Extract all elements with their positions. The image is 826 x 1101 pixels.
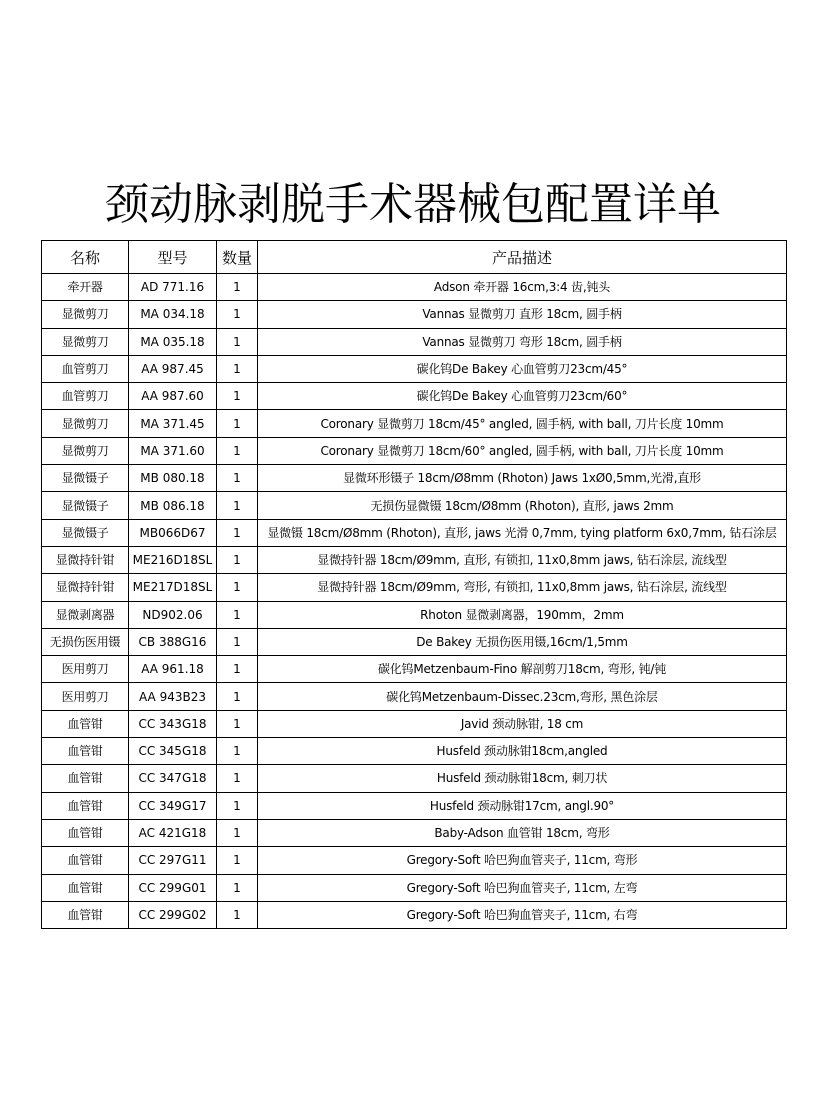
table-row [42, 465, 787, 492]
cell-name: 血管剪刀 [42, 355, 129, 382]
header-description: 产品描述 [258, 241, 787, 274]
cell-name: 血管钳 [42, 847, 129, 874]
header-model: 型号 [129, 241, 217, 274]
cell-qty: 1 [217, 847, 258, 874]
cell-qty: 1 [217, 683, 258, 710]
cell-model: CC 299G01 [129, 874, 217, 901]
cell-name: 显微剪刀 [42, 328, 129, 355]
cell-description: Husfeld 颈动脉钳18cm, 刺刀状 [258, 765, 787, 792]
cell-qty: 1 [217, 765, 258, 792]
table-row [42, 847, 787, 874]
cell-qty: 1 [217, 874, 258, 901]
header-row [42, 241, 787, 274]
cell-qty: 1 [217, 437, 258, 464]
cell-qty: 1 [217, 328, 258, 355]
cell-model: AC 421G18 [129, 819, 217, 846]
cell-name: 无损伤医用镊 [42, 628, 129, 655]
cell-model: AA 987.45 [129, 355, 217, 382]
cell-name: 血管钳 [42, 765, 129, 792]
cell-description: Adson 牵开器 16cm,3:4 齿,钝头 [258, 274, 787, 301]
cell-description: Vannas 显微剪刀 直形 18cm, 圆手柄 [258, 301, 787, 328]
cell-model: MB 086.18 [129, 492, 217, 519]
cell-description: Gregory-Soft 哈巴狗血管夹子, 11cm, 右弯 [258, 901, 787, 928]
cell-model: CC 343G18 [129, 710, 217, 737]
table-row [42, 383, 787, 410]
cell-description: 显微环形镊子 18cm/Ø8mm (Rhoton) Jaws 1xØ0,5mm,光滑,直形 [258, 465, 787, 492]
cell-qty: 1 [217, 738, 258, 765]
cell-name: 显微剪刀 [42, 437, 129, 464]
table-row [42, 656, 787, 683]
table-row [42, 710, 787, 737]
table-row [42, 601, 787, 628]
cell-name: 显微镊子 [42, 492, 129, 519]
cell-model: ME217D18SL [129, 574, 217, 601]
cell-description: 碳化钨Metzenbaum-Fino 解剖剪刀18cm, 弯形, 钝/钝 [258, 656, 787, 683]
cell-description: 显微持针器 18cm/Ø9mm, 直形, 有锁扣, 11x0,8mm jaws, 钻石涂层, 流线型 [258, 546, 787, 573]
cell-description: Coronary 显微剪刀 18cm/45° angled, 圆手柄, with ball, 刀片长度 10mm [258, 410, 787, 437]
cell-name: 显微持针钳 [42, 546, 129, 573]
cell-description: 碳化钨De Bakey 心血管剪刀23cm/45° [258, 355, 787, 382]
cell-model: ME216D18SL [129, 546, 217, 573]
instrument-config-table [41, 240, 787, 929]
cell-qty: 1 [217, 546, 258, 573]
cell-description: 显微持针器 18cm/Ø9mm, 弯形, 有锁扣, 11x0,8mm jaws, 钻石涂层, 流线型 [258, 574, 787, 601]
cell-name: 显微剪刀 [42, 410, 129, 437]
table-row [42, 683, 787, 710]
table-row [42, 792, 787, 819]
cell-model: MB 080.18 [129, 465, 217, 492]
table-row [42, 492, 787, 519]
table-row [42, 355, 787, 382]
cell-description: Husfeld 颈动脉钳17cm, angl.90° [258, 792, 787, 819]
cell-model: CB 388G16 [129, 628, 217, 655]
table-body [42, 274, 787, 929]
cell-model: CC 299G02 [129, 901, 217, 928]
table-row [42, 328, 787, 355]
cell-model: MA 371.45 [129, 410, 217, 437]
cell-description: 碳化钨Metzenbaum-Dissec.23cm,弯形, 黑色涂层 [258, 683, 787, 710]
cell-model: CC 349G17 [129, 792, 217, 819]
table-row [42, 901, 787, 928]
cell-model: AA 987.60 [129, 383, 217, 410]
cell-qty: 1 [217, 492, 258, 519]
cell-qty: 1 [217, 710, 258, 737]
cell-name: 显微镊子 [42, 465, 129, 492]
cell-qty: 1 [217, 656, 258, 683]
cell-description: Baby-Adson 血管钳 18cm, 弯形 [258, 819, 787, 846]
cell-name: 血管钳 [42, 710, 129, 737]
table-row [42, 301, 787, 328]
cell-name: 血管钳 [42, 819, 129, 846]
cell-description: Gregory-Soft 哈巴狗血管夹子, 11cm, 左弯 [258, 874, 787, 901]
cell-name: 血管钳 [42, 901, 129, 928]
cell-name: 医用剪刀 [42, 683, 129, 710]
cell-model: MB066D67 [129, 519, 217, 546]
table-row [42, 274, 787, 301]
cell-model: ND902.06 [129, 601, 217, 628]
cell-qty: 1 [217, 355, 258, 382]
cell-qty: 1 [217, 301, 258, 328]
table-row [42, 574, 787, 601]
table-row [42, 437, 787, 464]
cell-name: 显微持针钳 [42, 574, 129, 601]
table-row [42, 738, 787, 765]
cell-model: MA 035.18 [129, 328, 217, 355]
table-row [42, 874, 787, 901]
cell-name: 血管钳 [42, 792, 129, 819]
table-row [42, 765, 787, 792]
cell-qty: 1 [217, 410, 258, 437]
cell-name: 血管剪刀 [42, 383, 129, 410]
cell-model: AA 943B23 [129, 683, 217, 710]
cell-qty: 1 [217, 628, 258, 655]
page-title: 颈动脉剥脱手术器械包配置详单 [105, 179, 721, 231]
cell-model: CC 297G11 [129, 847, 217, 874]
cell-name: 医用剪刀 [42, 656, 129, 683]
cell-model: AD 771.16 [129, 274, 217, 301]
cell-qty: 1 [217, 792, 258, 819]
table-row [42, 546, 787, 573]
table-row [42, 410, 787, 437]
cell-qty: 1 [217, 519, 258, 546]
cell-description: Javid 颈动脉钳, 18 cm [258, 710, 787, 737]
cell-model: MA 371.60 [129, 437, 217, 464]
cell-qty: 1 [217, 274, 258, 301]
cell-model: MA 034.18 [129, 301, 217, 328]
cell-qty: 1 [217, 465, 258, 492]
cell-description: De Bakey 无损伤医用镊,16cm/1,5mm [258, 628, 787, 655]
cell-qty: 1 [217, 601, 258, 628]
table-row [42, 628, 787, 655]
cell-name: 牵开器 [42, 274, 129, 301]
cell-name: 显微镊子 [42, 519, 129, 546]
cell-name: 血管钳 [42, 738, 129, 765]
table-row [42, 819, 787, 846]
cell-model: CC 345G18 [129, 738, 217, 765]
cell-description: Gregory-Soft 哈巴狗血管夹子, 11cm, 弯形 [258, 847, 787, 874]
cell-description: Rhoton 显微剥离器，190mm，2mm [258, 601, 787, 628]
cell-description: Husfeld 颈动脉钳18cm,angled [258, 738, 787, 765]
cell-name: 血管钳 [42, 874, 129, 901]
cell-description: 无损伤显微镊 18cm/Ø8mm (Rhoton), 直形, jaws 2mm [258, 492, 787, 519]
header-name: 名称 [42, 241, 129, 274]
cell-qty: 1 [217, 574, 258, 601]
cell-qty: 1 [217, 383, 258, 410]
table-header [42, 241, 787, 274]
cell-description: 显微镊 18cm/Ø8mm (Rhoton), 直形, jaws 光滑 0,7mm, tying platform 6x0,7mm, 钻石涂层 [258, 519, 787, 546]
cell-qty: 1 [217, 901, 258, 928]
cell-qty: 1 [217, 819, 258, 846]
cell-name: 显微剪刀 [42, 301, 129, 328]
cell-model: CC 347G18 [129, 765, 217, 792]
header-qty: 数量 [217, 241, 258, 274]
cell-name: 显微剥离器 [42, 601, 129, 628]
table-row [42, 519, 787, 546]
cell-description: Vannas 显微剪刀 弯形 18cm, 圆手柄 [258, 328, 787, 355]
cell-model: AA 961.18 [129, 656, 217, 683]
cell-description: Coronary 显微剪刀 18cm/60° angled, 圆手柄, with ball, 刀片长度 10mm [258, 437, 787, 464]
cell-description: 碳化钨De Bakey 心血管剪刀23cm/60° [258, 383, 787, 410]
